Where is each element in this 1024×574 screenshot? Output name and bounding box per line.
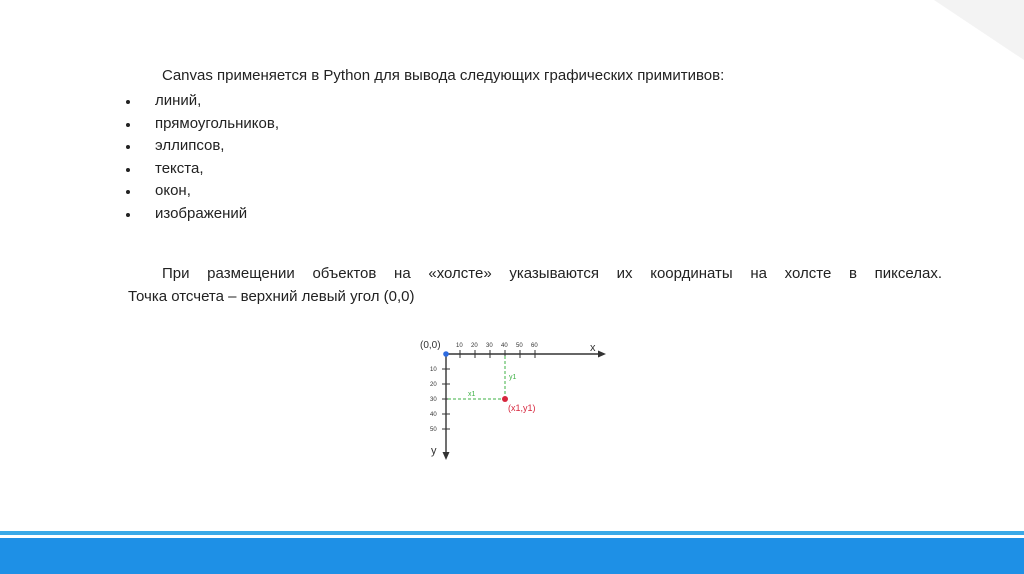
origin-label: (0,0) — [420, 340, 441, 351]
y-tick-label: 40 — [430, 412, 437, 418]
list-item — [125, 180, 279, 203]
y-tick-label: 20 — [430, 382, 437, 388]
x-tick-labels — [456, 343, 538, 349]
list-item — [125, 158, 279, 181]
paragraph-line-2: Точка отсчета – верхний левый угол (0,0) — [128, 288, 415, 305]
bullet-icon — [126, 190, 130, 194]
x-tick-label: 50 — [516, 343, 523, 349]
x-axis-arrow-icon — [598, 351, 606, 358]
origin-point — [443, 351, 449, 357]
list-item-text: окон, — [155, 182, 191, 200]
y-tick-labels — [430, 367, 437, 433]
intro-text: Canvas применяется в Python для вывода следующих графических примитивов: — [162, 67, 725, 84]
y-tick-label: 10 — [430, 367, 437, 373]
y-tick-label: 50 — [430, 427, 437, 433]
x-tick-label: 20 — [471, 343, 478, 349]
bullet-icon — [126, 168, 130, 172]
list-item-text: прямоугольников, — [155, 114, 279, 132]
list-item — [125, 135, 279, 158]
x-tick-label: 10 — [456, 343, 463, 349]
y-tick-label: 30 — [430, 397, 437, 403]
x-tick-label: 60 — [531, 343, 538, 349]
x-tick-label: 40 — [501, 343, 508, 349]
target-point — [502, 396, 508, 402]
point-label: (x1,y1) — [508, 403, 536, 413]
paragraph-line-1: При размещении объектов на «холсте» указываются их координаты на холсте в пикселах. — [162, 265, 942, 282]
list-item — [125, 113, 279, 136]
corner-decoration — [934, 0, 1024, 60]
list-item-text: изображений — [155, 204, 248, 222]
list-item — [125, 90, 279, 113]
primitives-list — [125, 90, 279, 226]
coordinates-paragraph — [128, 262, 942, 308]
coordinate-diagram — [412, 330, 612, 465]
bullet-icon — [126, 100, 130, 104]
list-item-text: линий, — [155, 92, 202, 109]
list-item-text: эллипсов, — [155, 137, 225, 155]
list-item — [125, 203, 279, 226]
y-axis-arrow-icon — [443, 452, 450, 460]
footer-accent-line — [0, 531, 1024, 535]
y1-label: y1 — [509, 374, 517, 381]
bullet-icon — [126, 123, 130, 127]
bullet-icon — [126, 145, 130, 149]
x-tick-label: 30 — [486, 343, 493, 349]
x1-label: x1 — [468, 391, 476, 398]
list-item-text: текста, — [155, 159, 204, 177]
bullet-icon — [126, 213, 130, 217]
footer-bar — [0, 538, 1024, 574]
y-axis-label: y — [431, 445, 437, 457]
x-axis-label: x — [590, 342, 596, 354]
